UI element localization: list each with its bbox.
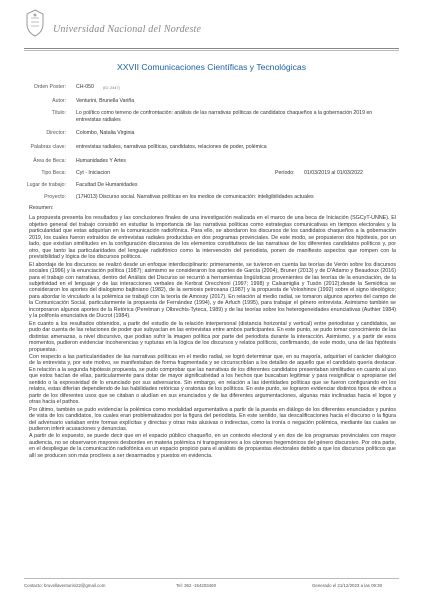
resumen-paragraph: En cuanto a los resultados obtenidos, a partir del estudio de la relación interpersonal (distancia horizontal y vertical) entre periodistas y candidatos, se pudo dar cuenta de las relaciones de poder que subyacían en las entrevistas entre ambos participantes. En este punto, se pudo tomar conocimiento de las distintas amenazas, a nivel discursivo, que podían sufrir la imagen política por parte del periodista durante la interacción. Asimismo, y a partir de esos momentos, pudieron evidenciar incoherencias y rupturas en la lógica de los discursos y relatos políticos, confirmando, de este modo, una de las hipótesis propuestas. <box>29 320 396 353</box>
university-name: Universidad Nacional del Nordeste <box>53 24 202 35</box>
autor-label: Autor: <box>52 98 66 104</box>
resumen-paragraph: La propuesta presenta los resultados y las conclusiones finales de una investigación realizada en el marco de una beca de Iniciación (SGCyT-UNNE). El objetivo general del trabajo consistió en estudiar la importancia de las narrativas políticas como estrategias comunicativas en tiempos electorales y la particularidad que estas adquirían en la comunicación radiofónica. Para ello, se abordaron los discursos de los candidatos chaqueños a la gobernación 2019, los cuales fueron extraídos de entrevistas radiales producidas en dos programas provinciales. De este modo, se propusieron dos hipótesis, por un lado, que existían similitudes en la configuración discursiva de los elementos constitutivos de las narrativas de los diferentes candidatos políticos y, por otro, que tanto las particularidades del lenguaje radiofónico como la intervención del periodista, ponen de manifiesto aspectos que rompen con la previsibilidad y lógica de los discursos políticos. <box>29 215 396 261</box>
university-seal-icon <box>24 8 46 38</box>
orden-poster-id: (ID: 2447) <box>103 85 120 90</box>
director-label: Director: <box>46 130 66 136</box>
orden-poster-label: Orden Poster: <box>33 84 66 90</box>
autor-value: Venturini, Brunella Variña <box>76 98 135 104</box>
header-divider-secondary <box>24 50 399 51</box>
lugar-trabajo-label: Lugar de trabajo: <box>26 182 66 188</box>
titulo-value: Lo político como terreno de confrontación: análisis de las narrativas políticas de candidatos chaqueños a la gobernación 2019 en entrevistas radiales <box>76 110 373 123</box>
resumen-heading: Resumen: <box>29 205 54 211</box>
footer-divider <box>24 578 399 579</box>
tipo-beca-value: Cyt - Iniciacion <box>76 170 111 176</box>
periodo-value: 01/03/2019 al 01/03/2022 <box>304 170 363 176</box>
footer-phone <box>176 583 216 588</box>
lugar-trabajo-value: Facultad De Humanidades <box>76 182 138 188</box>
footer-generated: Generado el 21/12/2023 a las 09:30 <box>312 583 383 588</box>
contacto-label: Contacto: <box>24 583 43 588</box>
resumen-paragraph: Con respecto a las particularidades de las narrativas políticas en el medio radial, se logró determinar que, en su mayoría, adquirían el carácter dialógico de la entrevista y, por este motivo, se manifestaban de forma fragmentada y se circunscribían a los detalles de aquello que el candidato quería destacar. En relación a la segunda hipótesis propuesta, se pudo comprobar que las narrativas de los diferentes candidatos presentaban similitudes en cuanto al uso que estos hacían de ellas, particularmente para dotar de mayor significatividad a los hechos que buscaban legitimar y para resignificar o apropiarse del sentido o la expresividad de lo enunciado por sus adversarios. Sin embargo, en relación a las identidades políticas que se fueron configurando en los relatos, estas diferían dependiendo de las habilidades retóricas y oratorias de los políticos. En este punto, se lograron evidenciar distintos tipos de ethos a partir de los diferentes usos que se citaban o aludían en sus enunciados y de las diferentes argumentaciones, algunas más inclinadas hacia el logos y otras hacia el pathos. <box>29 353 396 406</box>
resumen-paragraph: El abordaje de los discursos se realizó desde un enfoque interdisciplinario: primeramente, se tuvieron en cuenta las teorías de Verón sobre los discursos sociales (1996) y la enunciación política (1987); asimismo se consideraron los aportes de García (2004), Bruner (2013) y de D'Adamo y Beaudoux (2016) para el trabajo con narrativas, dentro del Análisis del Discurso se recurrió a herramientas lingüísticas provenientes de las teorías de la enunciación, de la subjetividad en el lenguaje y de las interacciones verbales de Kerbrat Orecchioni (1997; 1998) y Calsamiglia y Tusón (2012);desde la Semiótica se consideraron los aportes del dialogismo bajtiniano (1982), de la semiosis peirceana (1987) y la propuesta de Voloshinov (1992) sobre el signo ideológico; para abordar lo vinculado a la polémica se trabajó con la teoría de Amossy (2017). En relación al medio radial, se tomaron algunos aportes del campo de la Comunicación Social, particularmente la propuesta de Fernández (1994), y de Arfuch (1995), para trabajar el género entrevista. Asimismo también se incorporaron algunos aportes de la Retórica (Perelman y Olbrechts-Tyteca, 1989) y de las teorías sobre los heterogeneidades enunciativas (Authier 1984) y la polifonía enunciativa de Ducrot (1984). <box>29 261 396 320</box>
resumen-paragraph: A partir de lo expuesto, se puede decir que en el espacio público chaqueño, en un contexto electoral y en dos de los programas provinciales con mayor audiencia, no se observaron mayores desbordes en materia polémica ni transgresiones a los cánones hegemónicos del género discursivo. Por otra parte, en el despliegue de la comunicación radiofónica es un espacio propicio para el análisis de propuestas electorales debido a que los discursos políticos que allí se producen son más proclives a ser desarmados y puestos en evidencia. <box>29 433 396 459</box>
periodo-label: Período: <box>275 170 295 176</box>
contacto-email: bruvellaventurini22@gmail.com <box>44 583 106 588</box>
area-beca-label: Área de Beca: <box>33 158 66 164</box>
footer-contact <box>24 583 105 588</box>
orden-poster-value: CH-050 <box>76 84 94 90</box>
proyecto-label: Proyecto: <box>44 194 66 200</box>
titulo-label: Título: <box>51 110 66 116</box>
tel-value: 362 -154203460 <box>184 583 217 588</box>
header-divider <box>24 48 399 49</box>
resumen-section <box>29 205 396 460</box>
event-title: XXVII Comunicaciones Científicas y Tecnológicas <box>117 62 306 72</box>
tel-label: Tel: <box>176 583 183 588</box>
palabras-clave-label: Palabras clave: <box>30 144 66 150</box>
resumen-paragraph: Por último, también se pudo evidenciar la polémica como modalidad argumentativa a partir de la puesta en diálogo de los diferentes enunciados y puntos de vista de los candidatos, los cuales eran problematizados por la figura del periodista. En este sentido, las descalificaciones hacia el discurso o la figura del adversario variaban entre formas explícitas y directas y otras más alusivas o indirectas, como la ironía o negación polémica, mediante las cuales se pudieron inferir acusaciones y denuncias. <box>29 406 396 432</box>
proyecto-value: (17H013) Discurso social. Narrativas políticas en los medios de comunicación: inteligibilidades actuales <box>76 194 314 200</box>
tipo-beca-label: Tipo Beca: <box>41 170 66 176</box>
palabras-clave-value: entrevistas radiales, narrativas políticas, candidatos, relaciones de poder, polémica <box>76 144 267 150</box>
area-beca-value: Humanidades Y Artes <box>76 158 126 164</box>
director-value: Colombo, Natalia Virginia <box>76 130 135 136</box>
university-logo <box>24 8 244 48</box>
